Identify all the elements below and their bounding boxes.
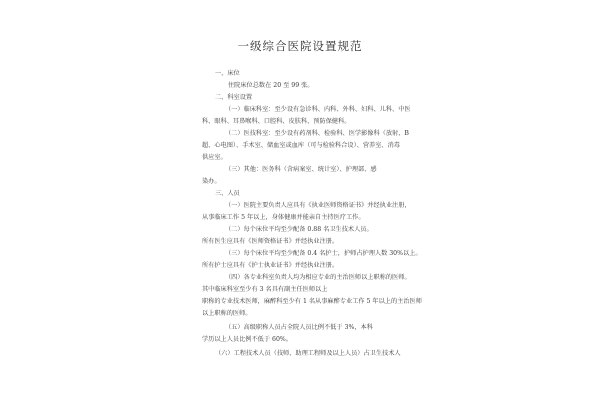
paragraph-line: 从事临床工作 5 年以上，身体健康并能亲自主持医疗工作。 bbox=[202, 214, 365, 221]
paragraph-line: 学历以上人员比例不低于 60%。 bbox=[202, 336, 292, 343]
paragraph-line: （六）工程技术人员（技师、助理工程师及以上人员）占卫生技术人 bbox=[215, 350, 401, 357]
paragraph-line: 所有护士应具有《护士执业证书》并经执业注册。 bbox=[202, 262, 339, 269]
paragraph-line: 科、眼科、耳鼻喉科、口腔科、皮肤科、预防保健科。 bbox=[202, 118, 351, 125]
paragraph-line: （二）医技科室：至少设有药剂科、检验科、医学影像科（放射、B bbox=[225, 130, 409, 137]
paragraph-line: 所有医生应具有《医师资格证书》并经执业注册。 bbox=[202, 238, 339, 245]
section-heading-personnel: 三、人员 bbox=[215, 190, 240, 197]
paragraph-line: 供应室。 bbox=[202, 154, 227, 161]
section-heading-departments: 二、科室设置 bbox=[215, 94, 253, 101]
section-heading-beds: 一、床位 bbox=[215, 70, 240, 77]
paragraph-line: （三）每个床位平均至少配备 0.4 名护士，护师占护理人数 30%以上。 bbox=[225, 250, 422, 257]
paragraph-line: 职称的专业技术医师，麻醉科至少有 1 名从事麻醉专业工作 5 年以上的主治医师 bbox=[202, 298, 422, 305]
paragraph-line: （五）高级职称人员占全院人员比例不低于 3%，本科 bbox=[225, 324, 373, 331]
paragraph-line: （一）临床科室：至少设有急诊科、内科、外科、妇科、儿科、中医 bbox=[225, 106, 411, 113]
paragraph-line: （一）医院主要负责人应具有《执业医师资格证书》并经执业注册， bbox=[225, 202, 411, 209]
paragraph-line: 住院床位总数在 20 至 99 张。 bbox=[228, 82, 314, 89]
document-title: 一级综合医院设置规范 bbox=[237, 39, 363, 53]
paragraph-line: 染办。 bbox=[202, 178, 221, 185]
paragraph-line: 超、心电图）、手术室、储血室或血库（可与检验科合设）、营养室、消毒 bbox=[202, 142, 400, 149]
paragraph-line: （四）各专业科室负责人均为相应专业的主治医师以上职称的医师。 bbox=[225, 274, 411, 281]
paragraph-line: （二）每个床位平均至少配备 0.88 名卫生技术人员。 bbox=[225, 226, 373, 233]
paragraph-line: 以上职称的医师。 bbox=[202, 310, 252, 317]
paragraph-line: （三）其他：医务科（含病案室、统计室）、护理部、感 bbox=[225, 166, 377, 173]
paragraph-line: 其中临床科室至少有 3 名具有副主任医师以上 bbox=[202, 286, 328, 293]
